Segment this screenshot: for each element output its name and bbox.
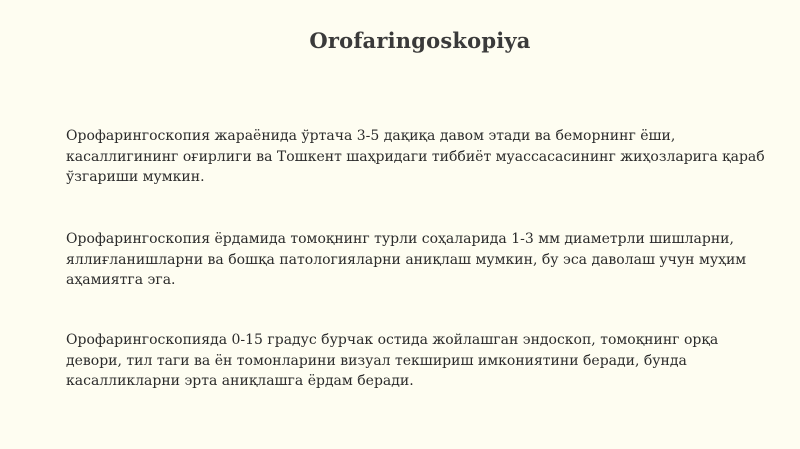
- paragraph-endoscope: Орофарингоскопияда 0-15 градус бурчак остида жойлашган эндоскоп, томоқнинг орқа девори, тил таги ва ён томонларини визуал текшириш имкониятини беради, бунда касалликларни эрта аниқлашга ёрдам беради.: [66, 332, 719, 389]
- slide-title: Orofaringoskopiya: [309, 28, 531, 53]
- paragraph-duration: Орофарингоскопия жараёнида ўртача 3-5 дақиқа давом этади ва беморнинг ёши, касаллигининг оғирлиги ва Тошкент шаҳридаги тиббиёт муассасасининг жиҳозларига қараб ўзгариши мумкин.: [66, 128, 765, 185]
- paragraph-detection: Орофарингоскопия ёрдамида томоқнинг турли соҳаларида 1-3 мм диаметрли шишларни, яллиғланишларни ва бошқа патологияларни аниқлаш мумкин, бу эса даволаш учун муҳим аҳамиятга эга.: [66, 231, 747, 288]
